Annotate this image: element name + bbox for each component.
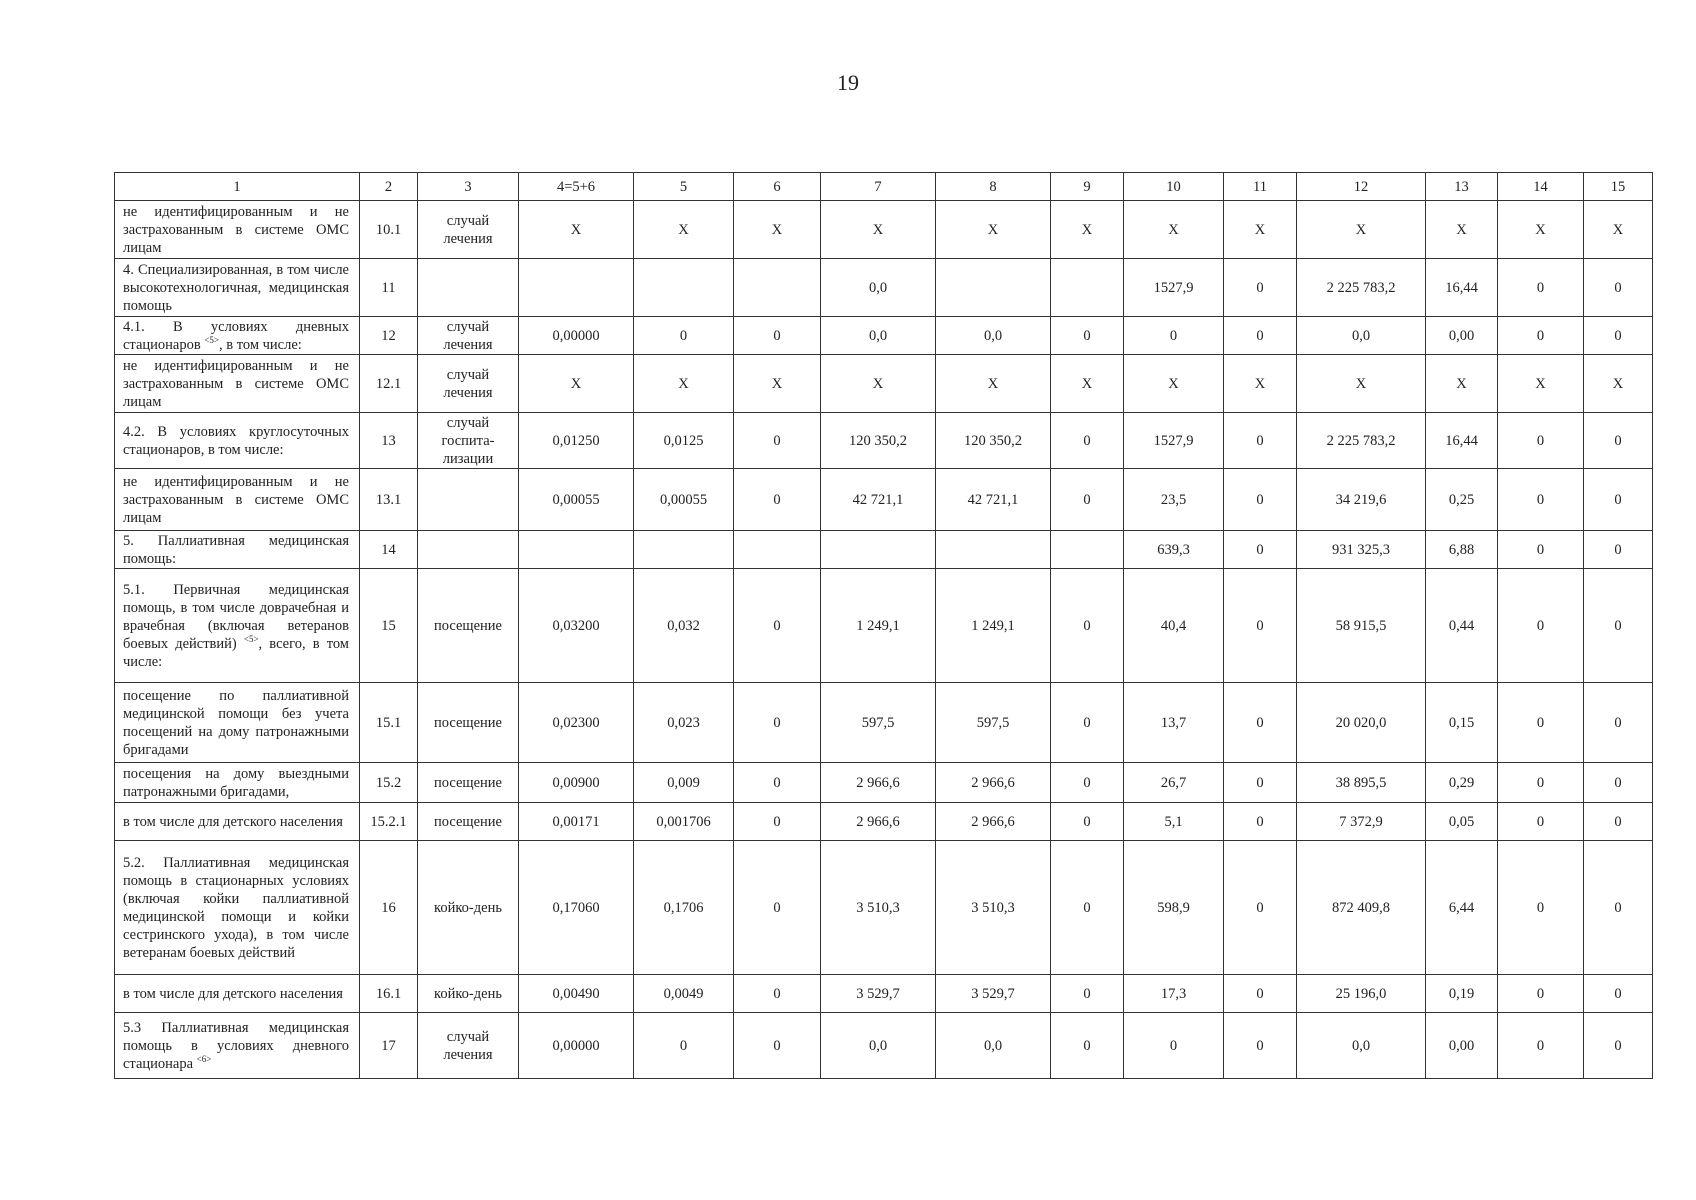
value-cell: 120 350,2 [936,413,1051,469]
value-cell: 0 [1584,975,1653,1013]
value-cell: 0,0 [821,259,936,317]
value-cell: 0 [734,569,821,683]
value-cell: 0,00 [1426,317,1498,355]
value-cell: 0,0049 [634,975,734,1013]
value-cell: 0 [1224,1013,1297,1079]
value-cell: 0 [1224,763,1297,803]
value-cell: 0 [734,317,821,355]
value-cell: X [1498,355,1584,413]
row-description [115,469,360,531]
table-row [115,259,1653,317]
value-cell: 0,00490 [519,975,634,1013]
value-cell: 0,44 [1426,569,1498,683]
value-cell: 2 966,6 [936,803,1051,841]
value-cell: 0 [1051,803,1124,841]
value-cell: 0 [1498,763,1584,803]
table-row [115,975,1653,1013]
value-cell: 0 [1584,1013,1653,1079]
value-cell: 0 [634,1013,734,1079]
value-cell: 0,0 [1297,317,1426,355]
row-description [115,975,360,1013]
value-cell: 0 [1051,469,1124,531]
data-table [114,172,1653,1079]
description-text: в том числе для детского населения [123,985,343,1002]
row-number-cell: 15.2 [360,763,418,803]
value-cell: 0,0 [821,1013,936,1079]
value-cell: 0 [734,469,821,531]
value-cell: X [936,355,1051,413]
unit-cell: случай лечения [418,317,519,355]
description-text: 5.2. Паллиативная медицинская помощь в стационарных условиях (включая койки паллиативной медицинской помощи и койки сестринского ухода), в том числе ветеранам боевых действий [123,854,349,961]
row-description [115,841,360,975]
row-description [115,259,360,317]
row-description [115,201,360,259]
value-cell: 2 225 783,2 [1297,413,1426,469]
value-cell: 0,00171 [519,803,634,841]
value-cell: 0 [1584,803,1653,841]
value-cell: X [1124,355,1224,413]
description-text: 4.2. В условиях круглосуточных стационаров, в том числе: [123,423,349,458]
value-cell: X [936,201,1051,259]
value-cell: X [734,201,821,259]
value-cell: 3 510,3 [936,841,1051,975]
description-text: в том числе для детского населения [123,813,343,830]
value-cell: 0,19 [1426,975,1498,1013]
row-description [115,569,360,683]
value-cell: 26,7 [1124,763,1224,803]
row-number-cell: 15.2.1 [360,803,418,841]
value-cell: 0,01250 [519,413,634,469]
value-cell: X [1051,201,1124,259]
value-cell: 3 529,7 [936,975,1051,1013]
description-text: посещения на дому выездными патронажными бригадами, [123,765,349,800]
footnote-marker: <5> [204,334,219,345]
row-number-cell: 13 [360,413,418,469]
value-cell: X [1224,355,1297,413]
value-cell: 0 [1224,469,1297,531]
value-cell: X [634,201,734,259]
value-cell: 0 [1051,975,1124,1013]
value-cell: 7 372,9 [1297,803,1426,841]
value-cell: X [1297,355,1426,413]
value-cell: 16,44 [1426,259,1498,317]
description-text: 5.1. Первичная медицинская помощь, в том числе доврачебная и врачебная (включая ветеранов боевых действий) [123,581,349,652]
value-cell: 597,5 [936,683,1051,763]
value-cell: 0 [1051,763,1124,803]
value-cell: 0,00055 [519,469,634,531]
column-header: 11 [1224,173,1297,201]
value-cell: 0,009 [634,763,734,803]
page-number: 19 [837,70,859,95]
row-description [115,803,360,841]
value-cell: 23,5 [1124,469,1224,531]
table-row [115,841,1653,975]
value-cell: 0 [1584,569,1653,683]
value-cell: 0 [1498,683,1584,763]
row-number-cell: 15 [360,569,418,683]
value-cell: 0,00055 [634,469,734,531]
row-number-cell: 13.1 [360,469,418,531]
value-cell: 0 [1584,259,1653,317]
row-number-cell: 12.1 [360,355,418,413]
column-header: 8 [936,173,1051,201]
row-description [115,355,360,413]
row-number-cell: 16.1 [360,975,418,1013]
unit-cell [418,531,519,569]
value-cell: 931 325,3 [1297,531,1426,569]
value-cell: 0 [1498,413,1584,469]
unit-cell: посещение [418,569,519,683]
value-cell: X [1124,201,1224,259]
table-row [115,683,1653,763]
value-cell [634,259,734,317]
value-cell: X [1051,355,1124,413]
value-cell: 0,023 [634,683,734,763]
value-cell: 3 510,3 [821,841,936,975]
unit-cell: случай лечения [418,1013,519,1079]
value-cell: X [519,201,634,259]
value-cell: 0,03200 [519,569,634,683]
value-cell: X [1224,201,1297,259]
value-cell: 0 [734,975,821,1013]
value-cell: 598,9 [1124,841,1224,975]
value-cell: 17,3 [1124,975,1224,1013]
row-description [115,1013,360,1079]
description-text: 4. Специализированная, в том числе высокотехнологичная, медицинская помощь [123,261,349,314]
unit-cell: посещение [418,763,519,803]
value-cell: 0,00000 [519,1013,634,1079]
value-cell: 0 [1498,317,1584,355]
value-cell: 0 [1498,803,1584,841]
row-description [115,683,360,763]
value-cell: 42 721,1 [936,469,1051,531]
value-cell: 2 966,6 [821,803,936,841]
unit-cell: койко-день [418,841,519,975]
header-row [115,173,1653,201]
value-cell: X [1498,201,1584,259]
column-header: 13 [1426,173,1498,201]
value-cell: 0,0125 [634,413,734,469]
description-text-continued: , всего, в том числе: [123,635,349,670]
value-cell: 1 249,1 [936,569,1051,683]
value-cell: 0 [1224,803,1297,841]
value-cell: 0 [734,683,821,763]
row-number-cell: 17 [360,1013,418,1079]
column-header: 7 [821,173,936,201]
value-cell: 0 [1224,683,1297,763]
value-cell: 34 219,6 [1297,469,1426,531]
value-cell: 5,1 [1124,803,1224,841]
value-cell: 1527,9 [1124,259,1224,317]
value-cell: 0 [1051,317,1124,355]
value-cell [519,531,634,569]
value-cell: 0 [1051,841,1124,975]
value-cell: X [1584,355,1653,413]
value-cell: 0 [734,763,821,803]
value-cell: 0 [1224,317,1297,355]
value-cell: 6,88 [1426,531,1498,569]
row-description [115,763,360,803]
value-cell: 0 [734,1013,821,1079]
value-cell [734,531,821,569]
value-cell [936,531,1051,569]
column-header: 2 [360,173,418,201]
value-cell: 872 409,8 [1297,841,1426,975]
value-cell: 0 [1124,1013,1224,1079]
value-cell: 0 [1498,469,1584,531]
column-header: 6 [734,173,821,201]
unit-cell: случай лечения [418,201,519,259]
value-cell: 0 [1051,569,1124,683]
value-cell: 25 196,0 [1297,975,1426,1013]
value-cell: 0,0 [821,317,936,355]
value-cell: 0,29 [1426,763,1498,803]
value-cell [634,531,734,569]
value-cell: 0 [1224,531,1297,569]
value-cell: X [1584,201,1653,259]
value-cell: 16,44 [1426,413,1498,469]
value-cell: 0 [1584,841,1653,975]
unit-cell: случай госпита-лизации [418,413,519,469]
value-cell: 40,4 [1124,569,1224,683]
column-header: 5 [634,173,734,201]
description-text-continued: , в том числе: [218,336,302,353]
value-cell: 0 [1498,531,1584,569]
description-text: 4.1. В условиях дневных стационаров [123,318,349,353]
value-cell: 0 [1224,841,1297,975]
row-description [115,413,360,469]
value-cell [519,259,634,317]
table-row [115,355,1653,413]
value-cell: 0 [1498,259,1584,317]
column-header: 10 [1124,173,1224,201]
value-cell: 0 [1124,317,1224,355]
row-description [115,531,360,569]
unit-cell [418,469,519,531]
value-cell: 0,00900 [519,763,634,803]
value-cell: 1 249,1 [821,569,936,683]
value-cell: 0,05 [1426,803,1498,841]
unit-cell: посещение [418,683,519,763]
footnote-marker: <5> [243,633,259,644]
description-text: 5. Паллиативная медицинская помощь: [123,532,349,567]
value-cell: X [734,355,821,413]
value-cell: X [1426,355,1498,413]
value-cell: 0,02300 [519,683,634,763]
row-number-cell: 14 [360,531,418,569]
table-row [115,531,1653,569]
value-cell: X [519,355,634,413]
value-cell: 3 529,7 [821,975,936,1013]
value-cell: 0,25 [1426,469,1498,531]
value-cell: X [1297,201,1426,259]
value-cell: 0 [1051,683,1124,763]
value-cell [821,531,936,569]
table-row [115,1013,1653,1079]
value-cell: 2 225 783,2 [1297,259,1426,317]
value-cell: 0,1706 [634,841,734,975]
value-cell: 0,00000 [519,317,634,355]
row-description [115,317,360,355]
table-row [115,317,1653,355]
row-number-cell: 10.1 [360,201,418,259]
column-header: 1 [115,173,360,201]
unit-cell: посещение [418,803,519,841]
column-header: 15 [1584,173,1653,201]
value-cell: 0 [1051,413,1124,469]
value-cell: 0 [734,803,821,841]
value-cell: X [634,355,734,413]
value-cell: 6,44 [1426,841,1498,975]
row-number-cell: 12 [360,317,418,355]
unit-cell [418,259,519,317]
value-cell: 58 915,5 [1297,569,1426,683]
value-cell: 2 966,6 [821,763,936,803]
table-row [115,763,1653,803]
row-number-cell: 16 [360,841,418,975]
table-row [115,469,1653,531]
table-row [115,413,1653,469]
value-cell: 0 [734,841,821,975]
value-cell: X [821,355,936,413]
value-cell: 120 350,2 [821,413,936,469]
value-cell: X [1426,201,1498,259]
column-header: 12 [1297,173,1426,201]
value-cell [936,259,1051,317]
value-cell: 13,7 [1124,683,1224,763]
column-header: 9 [1051,173,1124,201]
value-cell: 0,032 [634,569,734,683]
footnote-marker: <6> [196,1053,212,1064]
column-header: 14 [1498,173,1584,201]
value-cell: 0 [1584,317,1653,355]
row-number-cell: 15.1 [360,683,418,763]
value-cell: X [821,201,936,259]
value-cell: 42 721,1 [821,469,936,531]
column-header: 3 [418,173,519,201]
value-cell: 0 [1584,413,1653,469]
value-cell: 0 [1584,763,1653,803]
unit-cell: случай лечения [418,355,519,413]
value-cell: 0 [1224,569,1297,683]
value-cell: 0 [734,413,821,469]
value-cell: 597,5 [821,683,936,763]
value-cell: 0,0 [1297,1013,1426,1079]
value-cell: 0 [1584,469,1653,531]
value-cell: 0 [1051,1013,1124,1079]
value-cell: 0,15 [1426,683,1498,763]
description-text: посещение по паллиативной медицинской помощи без учета посещений на дому патронажными бригадами [123,687,349,758]
value-cell: 0 [1224,413,1297,469]
value-cell [734,259,821,317]
value-cell: 0,0 [936,317,1051,355]
value-cell: 0 [1498,975,1584,1013]
value-cell: 639,3 [1124,531,1224,569]
table-row [115,569,1653,683]
value-cell [1051,531,1124,569]
value-cell: 0,17060 [519,841,634,975]
row-number-cell: 11 [360,259,418,317]
value-cell: 0 [1584,683,1653,763]
value-cell: 0,001706 [634,803,734,841]
description-text: 5.3 Паллиативная медицинская помощь в условиях дневного стационара [123,1019,349,1072]
value-cell: 0 [1224,975,1297,1013]
value-cell: 0 [1224,259,1297,317]
value-cell: 0,00 [1426,1013,1498,1079]
value-cell [1051,259,1124,317]
table-row [115,201,1653,259]
description-text: не идентифицированным и не застрахованным в системе ОМС лицам [123,357,349,410]
unit-cell: койко-день [418,975,519,1013]
value-cell: 0 [1584,531,1653,569]
value-cell: 2 966,6 [936,763,1051,803]
value-cell: 0,0 [936,1013,1051,1079]
value-cell: 38 895,5 [1297,763,1426,803]
table-row [115,803,1653,841]
column-header: 4=5+6 [519,173,634,201]
value-cell: 0 [1498,569,1584,683]
description-text: не идентифицированным и не застрахованным в системе ОМС лицам [123,473,349,526]
value-cell: 1527,9 [1124,413,1224,469]
value-cell: 0 [634,317,734,355]
value-cell: 0 [1498,841,1584,975]
value-cell: 20 020,0 [1297,683,1426,763]
description-text: не идентифицированным и не застрахованным в системе ОМС лицам [123,203,349,256]
value-cell: 0 [1498,1013,1584,1079]
